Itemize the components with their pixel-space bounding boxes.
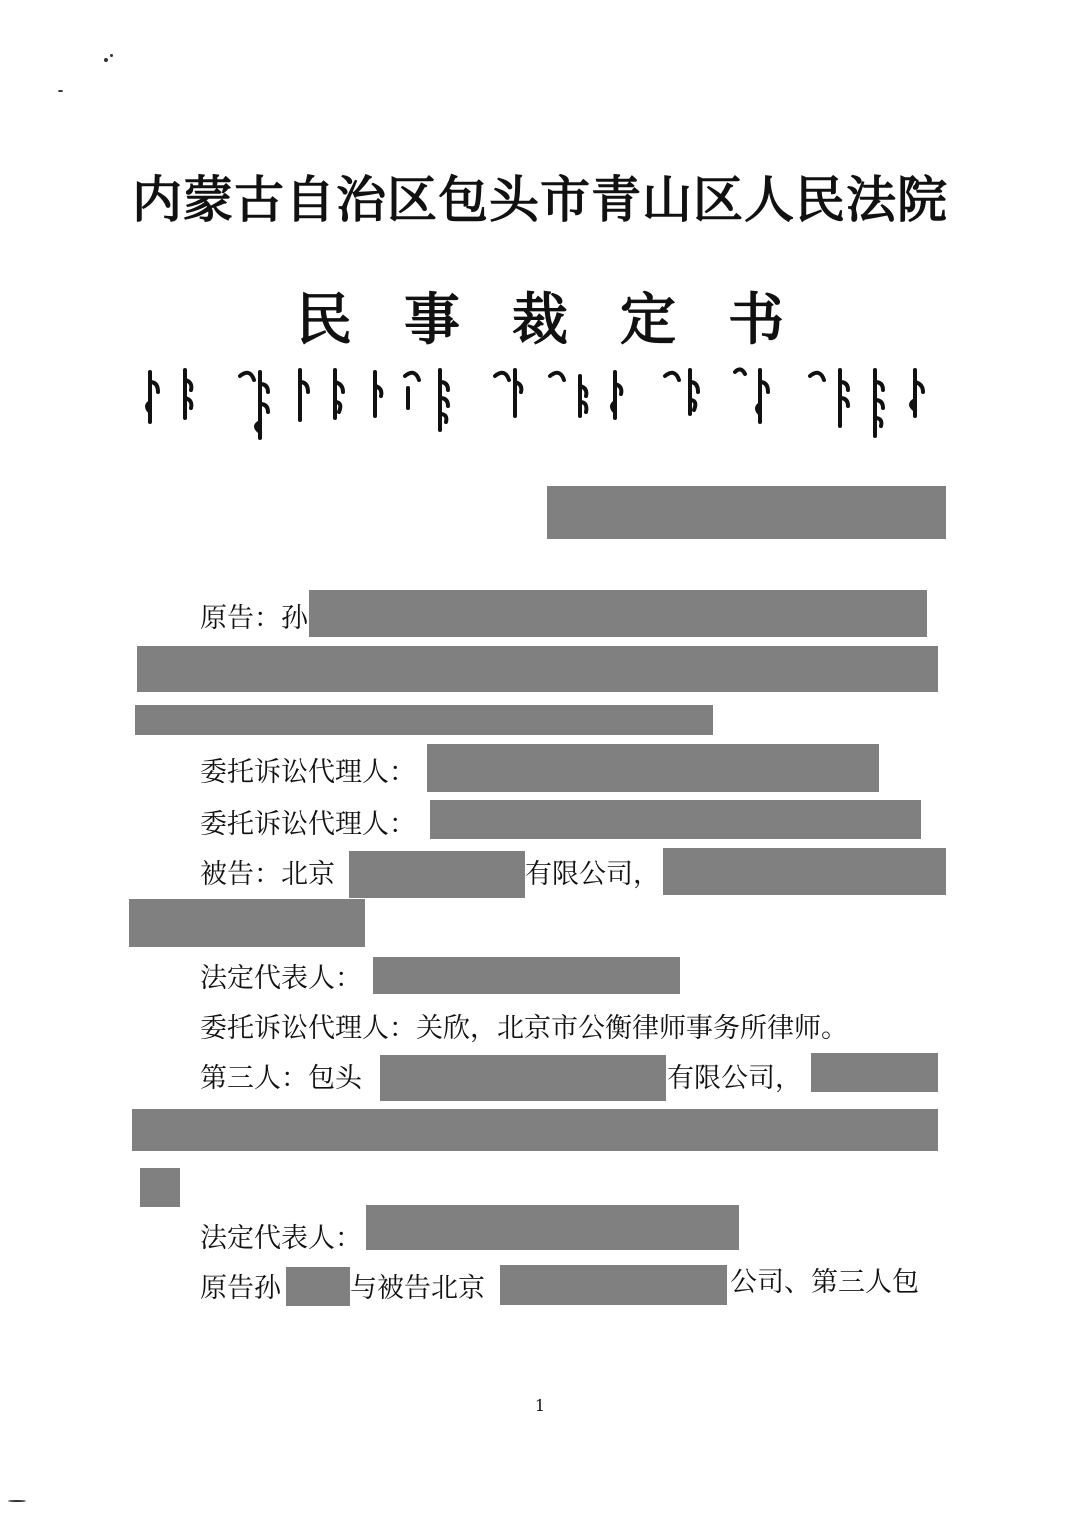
redaction-plaintiff-info bbox=[309, 590, 927, 637]
scan-speck bbox=[58, 90, 63, 92]
redaction-third-party-address bbox=[811, 1053, 938, 1092]
agent2-label: 委托诉讼代理人： bbox=[200, 809, 416, 840]
redaction-third-party-name bbox=[380, 1055, 666, 1101]
defendant-suffix: 有限公司， bbox=[525, 859, 660, 890]
redaction-defendant-address bbox=[663, 848, 946, 895]
agent1-label: 委托诉讼代理人： bbox=[200, 757, 416, 788]
intro-part1: 原告孙 bbox=[200, 1273, 281, 1304]
redaction-defendant-name-body bbox=[500, 1265, 727, 1305]
scan-speck bbox=[8, 1500, 26, 1502]
defendant-rep-label: 法定代表人： bbox=[200, 963, 362, 994]
third-party-suffix: 有限公司， bbox=[667, 1063, 802, 1094]
third-party-label: 第三人：包头 bbox=[200, 1063, 362, 1094]
court-name: 内蒙古自治区包头市青山区人民法院 bbox=[132, 170, 948, 229]
scan-speck bbox=[104, 58, 108, 62]
redaction-plaintiff-address bbox=[137, 646, 938, 692]
redaction-defendant-address-cont bbox=[129, 899, 365, 947]
scan-speck bbox=[110, 54, 113, 57]
redaction-defendant-rep bbox=[373, 957, 680, 994]
plaintiff-label: 原告：孙 bbox=[200, 603, 308, 634]
intro-part2: 与被告北京 bbox=[350, 1273, 485, 1304]
redaction-defendant-name bbox=[349, 851, 525, 898]
document-type: 民事裁定书 bbox=[296, 287, 836, 353]
redaction-agent2 bbox=[430, 800, 921, 839]
third-party-rep-label: 法定代表人： bbox=[200, 1223, 362, 1254]
defendant-label: 被告：北京 bbox=[200, 859, 335, 890]
redaction-plaintiff-name bbox=[286, 1267, 350, 1306]
redaction-third-party-address-cont bbox=[132, 1109, 938, 1151]
redaction-case-number bbox=[547, 486, 946, 539]
defendant-agent: 委托诉讼代理人：关欣，北京市公衡律师事务所律师。 bbox=[200, 1013, 848, 1044]
page-number: 1 bbox=[534, 1396, 546, 1415]
mongolian-script-title bbox=[140, 362, 940, 442]
redaction-third-party-rep bbox=[366, 1205, 739, 1250]
redaction-third-party-address-end bbox=[140, 1168, 180, 1207]
redaction-plaintiff-address-cont bbox=[135, 705, 713, 735]
intro-part3: 公司、第三人包 bbox=[730, 1267, 919, 1298]
redaction-agent1 bbox=[427, 744, 879, 792]
